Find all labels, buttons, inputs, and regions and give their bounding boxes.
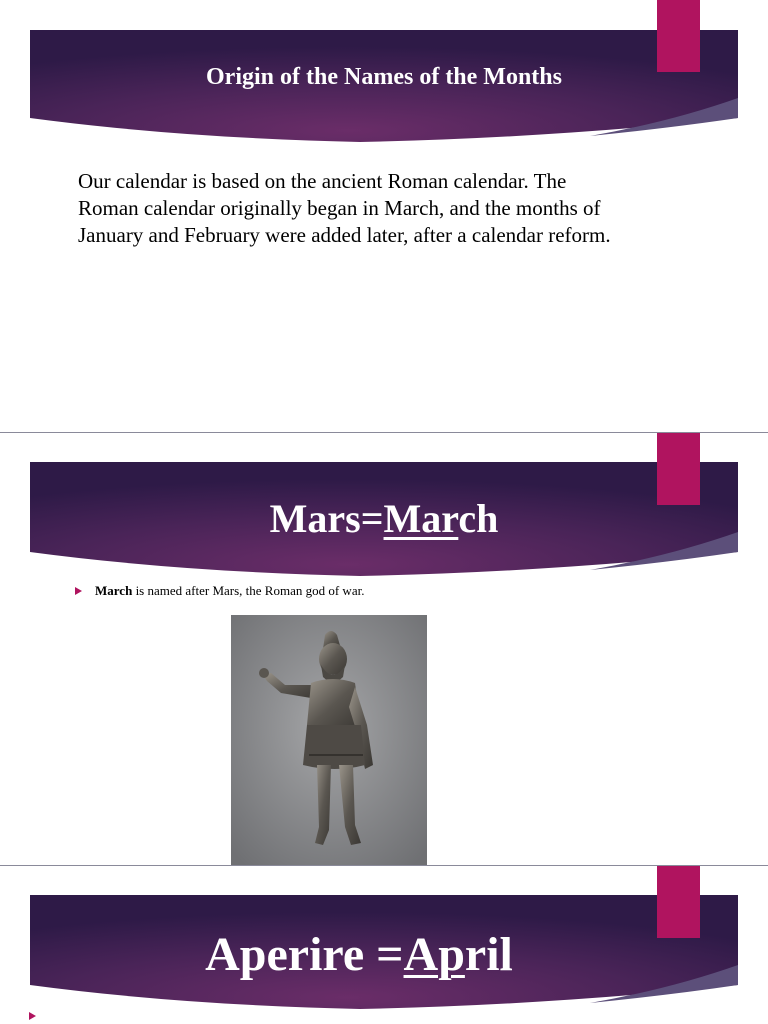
title-banner [30, 895, 738, 1009]
bookmark-tab [657, 433, 700, 505]
slide-3 [0, 866, 768, 1024]
slide-title [30, 495, 738, 542]
title-underlined: Ap [403, 928, 465, 981]
slide-2 [0, 433, 768, 865]
bullet-item [29, 1012, 49, 1020]
slide-body-text: Our calendar is based on the ancient Roman calendar. The Roman calendar originally began in March, and the months of January and February were added later, after a calendar reform. [78, 169, 611, 247]
bookmark-tab [657, 866, 700, 938]
bullet-arrow-icon [29, 1012, 36, 1020]
title-prefix: Aperire = [205, 928, 404, 981]
title-suffix: ch [458, 496, 499, 541]
title-underlined: Mar [383, 496, 459, 541]
slide-1 [0, 0, 768, 432]
title-prefix: Mars= [269, 496, 384, 541]
bookmark-tab [657, 0, 700, 72]
bullet-text: is named after Mars, the Roman god of war. [132, 583, 365, 598]
title-suffix: ril [464, 928, 513, 981]
statue-illustration [231, 615, 427, 865]
bullet-item [75, 583, 364, 599]
title-banner [30, 30, 738, 142]
bullet-bold-text: March [95, 583, 133, 598]
mars-statue-image [231, 615, 427, 865]
bullet-arrow-icon [75, 587, 82, 595]
title-banner [30, 462, 738, 576]
slide-title [0, 927, 738, 982]
slide-title: Origin of the Names of the Months [206, 64, 562, 90]
